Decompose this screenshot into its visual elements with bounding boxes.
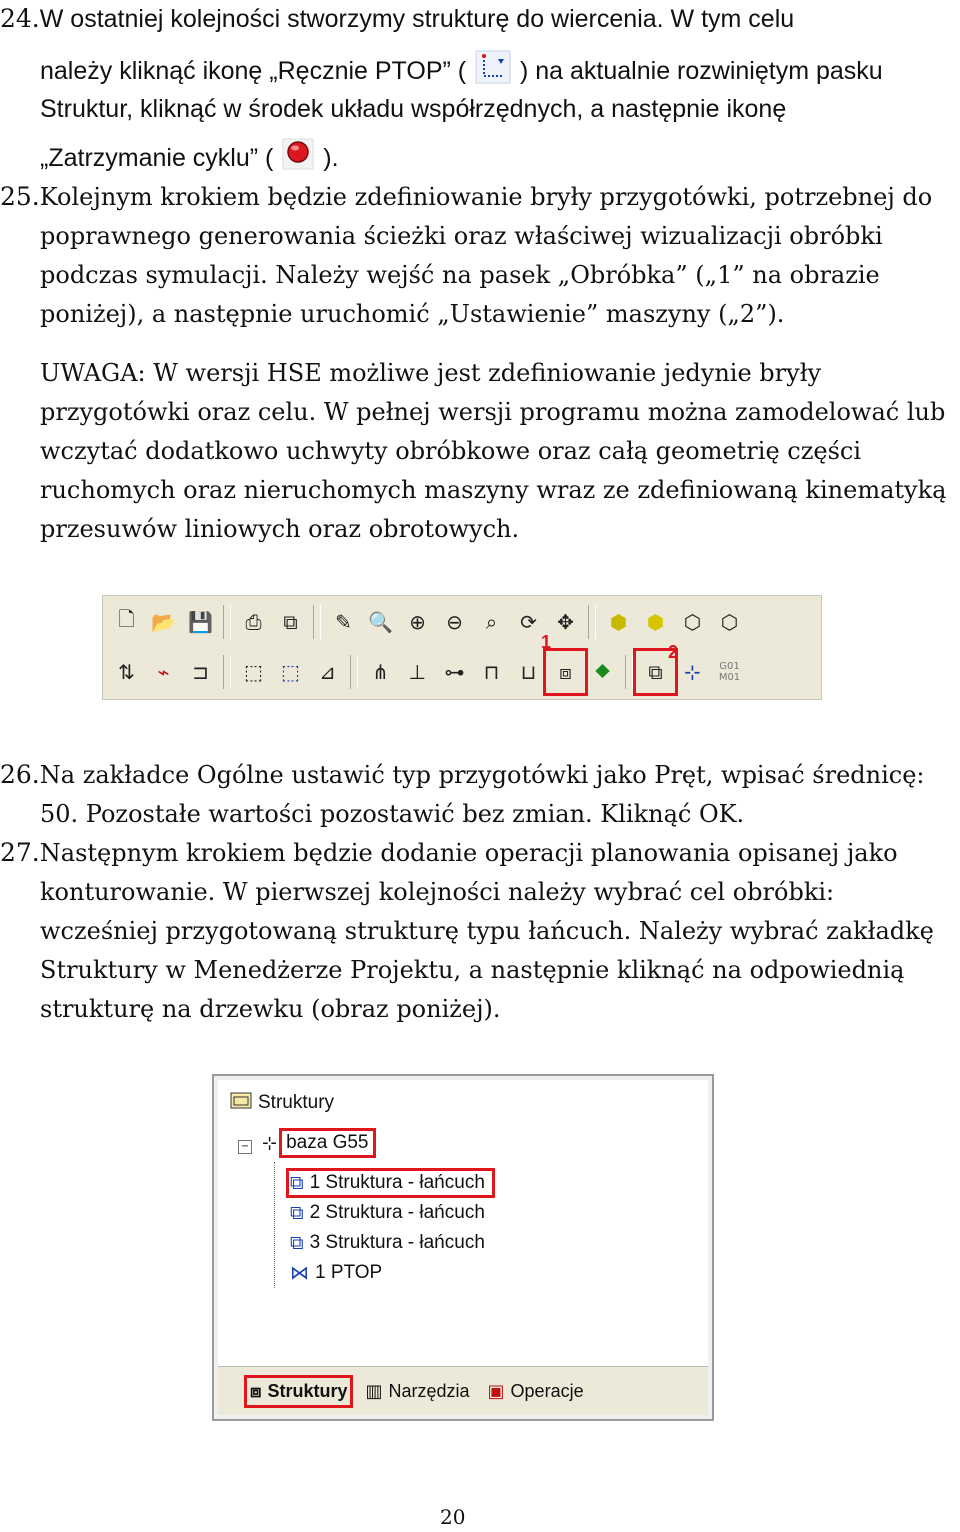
feature-icon[interactable]: ⬚ — [244, 660, 263, 684]
chain-structure-icon: ⧉ — [290, 1172, 304, 1194]
chain-structure-icon: ⧉ — [290, 1202, 304, 1224]
page-number: 20 — [440, 1505, 466, 1529]
cycle-icon[interactable]: ⊶ — [444, 660, 465, 684]
shaded-solid-icon[interactable]: ⬢ — [609, 610, 628, 634]
collapse-toggle-icon[interactable]: − — [238, 1140, 252, 1154]
pan-icon[interactable]: ✥ — [557, 610, 574, 634]
note-line-1: UWAGA: W wersji HSE możliwe jest zdefiniowanie jedynie bryły — [40, 359, 822, 387]
shaded-edges-icon[interactable]: ⬢ — [646, 610, 665, 634]
zoom-out-icon[interactable]: ⊖ — [446, 610, 463, 634]
tab-operacje[interactable]: ▣ Operacje — [487, 1380, 584, 1402]
step-24-line-2: należy kliknąć ikonę „Ręcznie PTOP” ( ) na aktualnie rozwiniętym pasku — [40, 50, 883, 95]
step-26-line-2: 50. Pozostałe wartości pozostawić bez zmian. Kliknąć OK. — [40, 800, 745, 828]
tree-item-structure-3[interactable]: ⧉ 3 Struktura - łańcuch — [290, 1232, 485, 1254]
structure-tool-icon[interactable]: ⇅ — [118, 660, 135, 684]
print-icon[interactable]: ⎙ — [245, 610, 262, 634]
machine-setup-icon[interactable]: ⧉ — [638, 653, 673, 691]
chain-icon[interactable]: ⌁ — [157, 660, 170, 684]
tool-icon[interactable]: ⊔ — [520, 660, 537, 684]
machining-run-icon[interactable]: ⯁ — [594, 660, 611, 684]
note-line-3: wczytać dodatkowo uchwyty obróbkowe oraz całą geometrię części — [40, 437, 862, 465]
tree-item-structure-2[interactable]: ⧉ 2 Struktura - łańcuch — [290, 1202, 485, 1224]
step-25-line-2: poprawnego generowania ścieżki oraz właściwej wizualizacji obróbki — [40, 222, 883, 250]
manual-ptop-icon — [475, 50, 511, 95]
feature-edit-icon[interactable]: ⬚ — [281, 660, 300, 684]
step-24-line-1: 24.W ostatniej kolejności stworzymy strukturę do wiercenia. W tym celu — [0, 4, 795, 33]
coordinate-base-icon: ⊹ — [262, 1132, 278, 1154]
toolbar-separator — [625, 655, 633, 689]
tree-root[interactable]: Struktury — [230, 1090, 334, 1116]
project-manager-tabs — [218, 1366, 708, 1415]
copy-icon[interactable]: ⧉ — [283, 610, 298, 634]
tree-item-ptop[interactable]: ⋈ 1 PTOP — [290, 1262, 383, 1284]
zoom-in-icon[interactable]: ⊕ — [409, 610, 426, 634]
open-folder-icon[interactable]: 📂 — [151, 610, 176, 634]
note-line-2: przygotówki oraz celu. W pełnej wersji programu można zamodelować lub — [40, 398, 946, 426]
ptop-icon: ⋈ — [290, 1262, 309, 1284]
toolbar-separator — [313, 605, 321, 639]
hidden-lines-icon[interactable]: ⬡ — [720, 610, 739, 634]
new-file-icon[interactable]: 🗋 — [118, 607, 135, 631]
step-27-line-2: konturowanie. W pierwszej kolejności należy wybrać cel obróbki: — [40, 878, 835, 906]
toolbar-row-bottom — [109, 650, 747, 694]
callout-2: 2 — [668, 642, 679, 662]
step-27-line-1: 27.Następnym krokiem będzie dodanie operacji planowania opisanej jako — [0, 838, 898, 867]
tree-base[interactable]: ⊹ baza G55 — [262, 1132, 372, 1154]
step-24-line-4: „Zatrzymanie cyklu” ( ). — [40, 138, 339, 181]
wireframe-icon[interactable]: ⬡ — [683, 610, 702, 634]
save-icon[interactable]: 💾 — [188, 610, 213, 634]
step-26-line-1: 26.Na zakładce Ogólne ustawić typ przygotówki jako Pręt, wpisać średnicę: — [0, 760, 925, 789]
note-line-4: ruchomych oraz nieruchomych maszyny wraz ze zdefiniowaną kinematyką — [40, 476, 947, 504]
step-27-line-3: wcześniej przygotowaną strukturę typu łańcuch. Należy wybrać zakładkę — [40, 917, 934, 945]
toolbar-row-top — [109, 600, 747, 644]
callout-1: 1 — [541, 632, 552, 652]
axis-icon[interactable]: ⊿ — [319, 660, 336, 684]
step-number: 27. — [0, 838, 40, 867]
step-number: 26. — [0, 760, 40, 789]
structures-tab-icon: ⧈ — [250, 1380, 262, 1402]
step-27-line-4: Struktury w Menedżerze Projektu, a następnie kliknąć na odpowiednią — [40, 956, 905, 984]
tree-item-structure-1[interactable]: ⧉ 1 Struktura - łańcuch — [290, 1172, 491, 1194]
mill-icon[interactable]: ⊥ — [408, 660, 427, 684]
step-24-line-3: Struktur, kliknąć w środek układu współrzędnych, a następnie ikonę — [40, 95, 787, 123]
zoom-window-icon[interactable]: 🔍 — [368, 610, 393, 634]
tab-struktury[interactable]: ⧈ Struktury — [250, 1380, 348, 1402]
toolbar-separator — [223, 605, 231, 639]
step-25-line-3: podczas symulacji. Należy wejść na pasek „Obróbka” („1” na obrazie — [40, 261, 880, 289]
step-27-line-5: strukturę na drzewku (obraz poniżej). — [40, 995, 501, 1023]
step-number: 25. — [0, 182, 40, 211]
tool-holder-icon[interactable]: ⊓ — [483, 660, 500, 684]
coordinate-system-icon[interactable]: ⊹ — [684, 660, 701, 684]
zoom-dynamic-icon[interactable]: ⌕ — [485, 610, 498, 634]
stop-cycle-icon — [282, 138, 314, 181]
step-25-line-4: poniżej), a następnie uruchomić „Ustawienie” maszyny („2”). — [40, 300, 785, 328]
step-number: 24. — [0, 4, 40, 33]
tab-narzedzia[interactable]: ▥ Narzędzia — [365, 1380, 470, 1402]
project-manager-tree — [212, 1074, 714, 1421]
toolbar-screenshot — [102, 595, 822, 700]
brush-icon[interactable]: ✎ — [335, 610, 352, 634]
operations-tab-icon: ▣ — [487, 1380, 505, 1402]
step-25-line-1: 25.Kolejnym krokiem będzie zdefiniowanie bryły przygotówki, potrzebnej do — [0, 182, 933, 211]
machining-toolbar-icon[interactable]: ⧈ — [548, 653, 583, 691]
toolbar-separator — [588, 605, 596, 639]
tools-tab-icon: ▥ — [365, 1380, 383, 1402]
gcode-icon[interactable]: G01 M01 — [718, 661, 741, 683]
tree-connector — [274, 1162, 276, 1288]
rotate-icon[interactable]: ⟳ — [520, 610, 537, 634]
note-line-5: przesuwów liniowych oraz obrotowych. — [40, 515, 520, 543]
drill-icon[interactable]: ⋔ — [372, 660, 389, 684]
contour-icon[interactable]: ⊐ — [192, 660, 209, 684]
chain-structure-icon: ⧉ — [290, 1232, 304, 1254]
toolbar-separator — [223, 655, 231, 689]
toolbar-separator — [350, 655, 358, 689]
structures-folder-icon — [230, 1090, 252, 1116]
